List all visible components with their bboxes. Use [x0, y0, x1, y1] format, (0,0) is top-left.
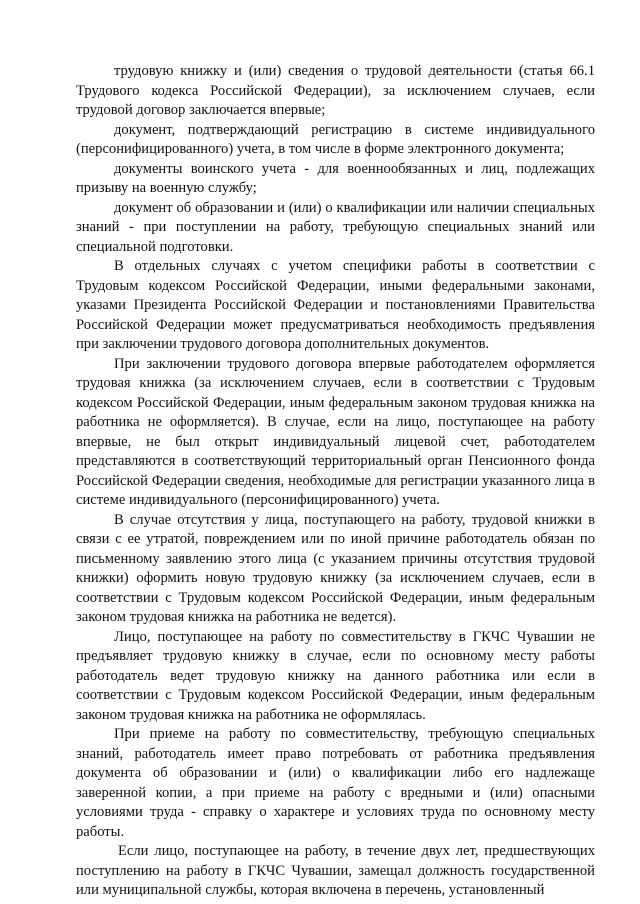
paragraph-additional-documents: В отдельных случаях с учетом специфики работы в соответствии с Трудовым кодексом Российской Федерации, иными федеральными законами, указами Президента Российской Федерации и постановлениями Правительства Российской Федерации может предусматриваться необходимость предъявления при заключении трудового договора дополнительных документов.: [76, 258, 595, 352]
paragraph-part-time-work-book: Лицо, поступающее на работу по совместительству в ГКЧС Чувашии не предъявляет трудовую книжку в случае, если по основному месту работы работодатель ведет трудовую книжку на данного работника или если в соответствии с Трудовым кодексом Российской Федерации, иным федеральным законом трудовая книжка на работника не оформлялась.: [76, 628, 595, 723]
paragraph-military-documents: документы воинского учета - для военнообязанных и лиц, подлежащих призыву на военную службу;: [76, 160, 595, 196]
paragraph-first-contract: При заключении трудового договора впервые работодателем оформляется трудовая книжка (за исключением случаев, если в соответствии с Трудовым кодексом Российской Федерации, иным федеральным законом трудовая книжка на работника не оформляется). В случае, если на лицо, поступающее на работу впервые, не был открыт индивидуальный лицевой счет, работодателем представляются в соответствующий территориальный орган Пенсионного фонда Российской Федерации сведения, необходимые для регистрации указанного лица в системе индивидуального (персонифицированного) учета.: [76, 355, 595, 508]
paragraph-registration-document: документ, подтверждающий регистрацию в системе индивидуального (персонифицированного) учета, в том числе в форме электронного документа;: [76, 121, 595, 157]
paragraph-education-document: документ об образовании и (или) о квалификации или наличии специальных знаний - при поступлении на работу, требующую специальных знаний или специальной подготовки.: [76, 199, 595, 255]
paragraph-part-time-special-knowledge: При приеме на работу по совместительству, требующую специальных знаний, работодатель имеет право потребовать от работника предъявления документа об образовании и (или) о квалификации либо его надлежаще заверенной копии, а при приеме на работу с вредными и (или) опасными условиями труда - справку о характере и условиях труда по основному месту работы.: [76, 726, 595, 840]
paragraph-former-civil-servant: Если лицо, поступающее на работу, в течение двух лет, предшествующих поступлению на работу в ГКЧС Чувашии, замещал должность государственной или муниципальной службы, которая включена в перечень, установленный: [76, 843, 595, 898]
paragraph-missing-work-book: В случае отсутствия у лица, поступающего на работу, трудовой книжки в связи с ее утратой, повреждением или по иной причине работодатель обязан по письменному заявлению этого лица (с указанием причины отсутствия трудовой книжки) оформить новую трудовую книжку (за исключением случаев, если в соответствии с Трудовым кодексом Российской Федерации, иным федеральным законом трудовая книжка на работника не ведется).: [76, 511, 595, 625]
paragraph-work-book: трудовую книжку и (или) сведения о трудовой деятельности (статья 66.1 Трудового кодекса Российской Федерации), за исключением случаев, если трудовой договор заключается впервые;: [76, 63, 595, 118]
document-page: [76, 62, 595, 901]
